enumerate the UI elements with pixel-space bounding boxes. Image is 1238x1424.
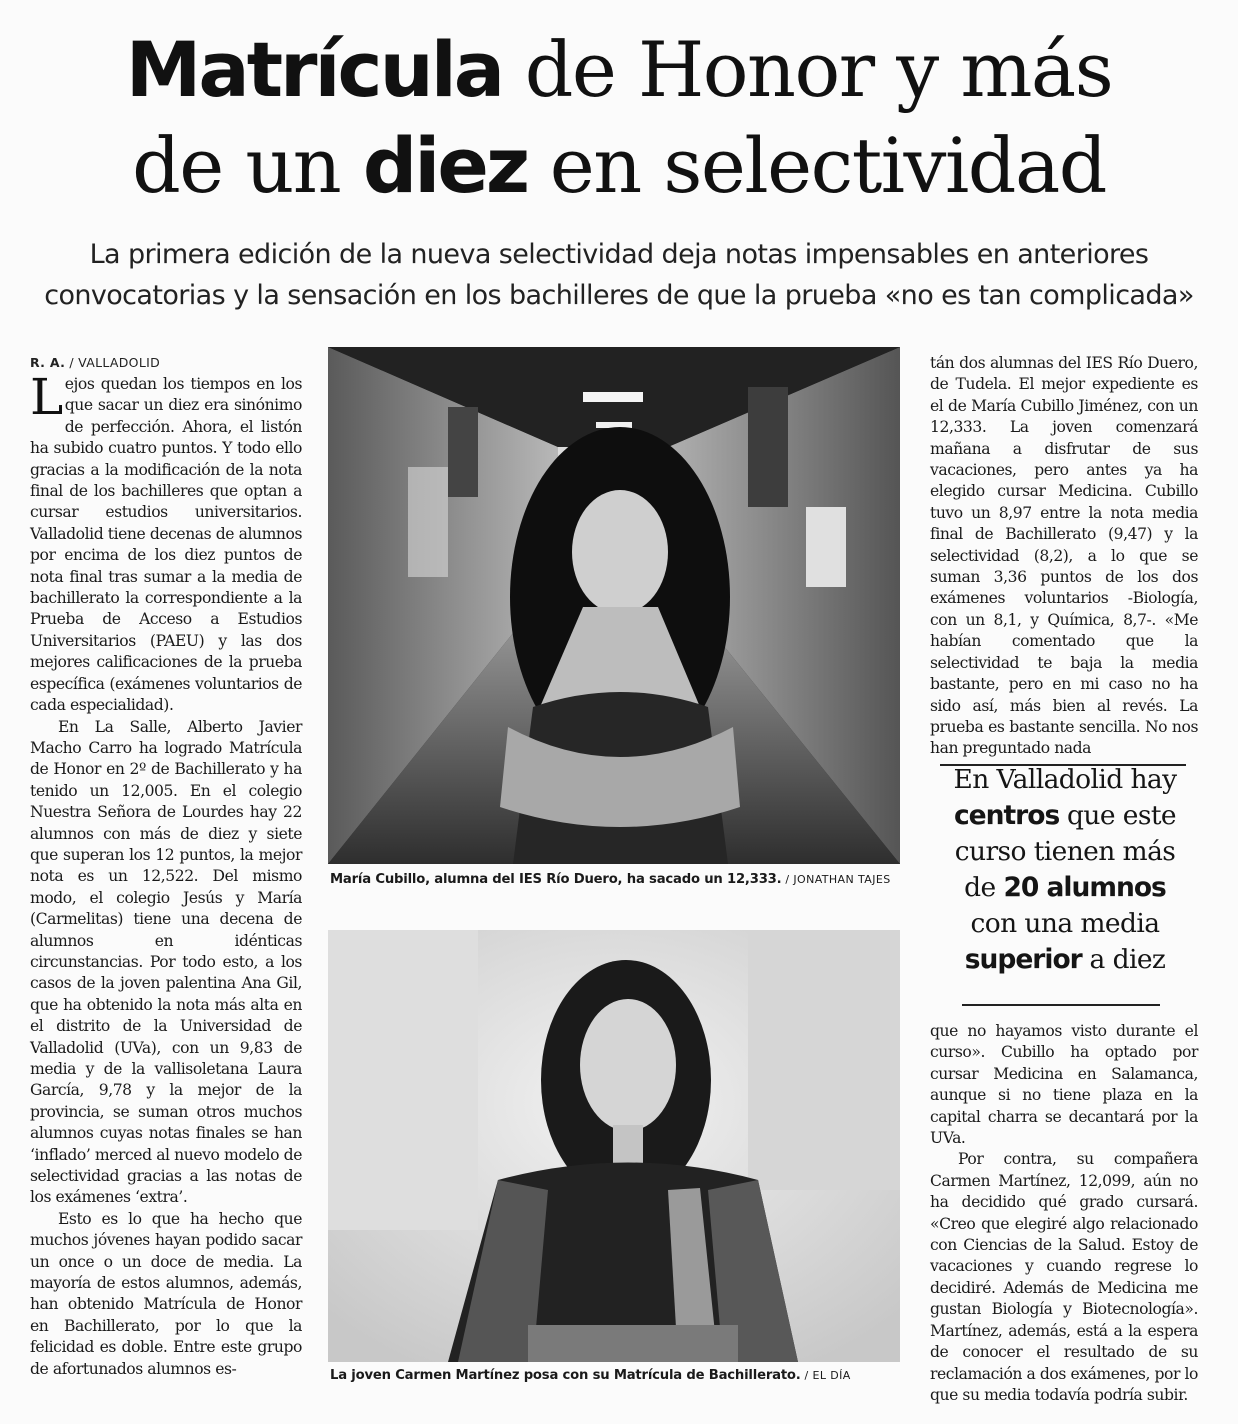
paragraph	[30, 368, 302, 717]
pullquote-text: que este	[1059, 800, 1177, 831]
caption-text: La joven Carmen Martínez posa con su Matrícula de Bachillerato.	[330, 1368, 801, 1383]
headline-end-2: en selectividad	[527, 121, 1106, 210]
caption-text: María Cubillo, alumna del IES Río Duero, ha sacado un 12,333.	[330, 872, 782, 887]
pullquote-line: con una media	[970, 908, 1160, 939]
paragraph: tán dos alumnas del IES Río Duero, de Tudela. El mejor expediente es el de María Cubillo Jiménez, con un 12,333. La joven comenzará mañana a disfrutar de sus vacaciones, pero antes ya ha elegido cursar Medicina. Cubillo tuvo un 8,97 entre la nota media final de Bachillerato (9,47) y la selectividad (8,2), a lo que se suman 3,36 puntos de los dos exámenes voluntarios -Biología, con un 8,1, y Química, 8,7-. «Me habían comentado que la selectividad te baja la media bastante, pero en mi caso no ha sido así, más bien al revés. La prueba es bastante sencilla. No nos han preguntado nada	[930, 354, 1198, 758]
pullquote-line	[934, 798, 1196, 834]
photo-credit: / JONATHAN TAJES	[781, 873, 891, 886]
headline-start-2: de un	[132, 121, 363, 210]
headline	[0, 22, 1238, 214]
article-column-left	[30, 354, 302, 1380]
headline-bold-2: diez	[362, 121, 528, 210]
paragraph: que no hayamos visto durante el curso». Cubillo ha optado por cursar Medicina en Salamanca, aunque si no tiene plaza en la capital charra se decantará por la UVa.	[930, 1022, 1198, 1148]
pullquote-text: de	[964, 872, 1004, 903]
photo-credit: / EL DÍA	[800, 1369, 851, 1382]
byline	[30, 354, 302, 372]
byline-location: / VALLADOLID	[65, 355, 160, 370]
headline-line-1	[126, 25, 1112, 114]
portrait-photo-graphic	[328, 930, 900, 1362]
pullquote	[934, 762, 1196, 978]
corridor-photo-graphic	[328, 347, 900, 864]
photo-maria-cubillo	[328, 347, 900, 864]
pullquote-bold: superior	[964, 944, 1082, 975]
pullquote-line	[934, 870, 1196, 906]
photo-carmen-martinez	[328, 930, 900, 1362]
photo-caption	[330, 1368, 910, 1383]
byline-author: R. A.	[30, 355, 66, 370]
headline-line-2	[132, 121, 1106, 210]
pullquote-line: curso tienen más	[954, 836, 1176, 867]
paragraph: Por contra, su compañera Carmen Martínez, 12,099, aún no ha decidido qué grado cursará. «Creo que elegiré algo relacionado con Ciencias de la Salud. Estoy de vacaciones y cuando regrese lo decidiré. Además de Medicina me gustan Biología y Biotecnología». Martínez, además, está a la espera de conocer el resultado de su reclamación a dos exámenes, por lo que su media todavía podría subir.	[930, 1150, 1198, 1404]
article-column-right-top	[930, 353, 1198, 760]
photo-caption	[330, 872, 910, 887]
pullquote-text: a diez	[1081, 944, 1166, 975]
pullquote-rule-bottom	[962, 1004, 1160, 1006]
article-column-right-bottom	[930, 1021, 1198, 1406]
drop-cap: L	[30, 368, 63, 426]
paragraph: En La Salle, Alberto Javier Macho Carro ha logrado Matrícula de Honor en 2º de Bachillerato y ha tenido un 12,005. En el colegio Nuestra Señora de Lourdes hay 22 alumnos con más de diez y siete que superan los 12 puntos, la mejor nota es un 12,522. Del mismo modo, el colegio Jesús y María (Carmelitas) tiene una decena de alumnos en idénticas circunstancias. Por todo esto, a los casos de la joven palentina Ana Gil, que ha obtenido la nota más alta en el distrito de la Universidad de Valladolid (UVa), con un 9,83 de media y de la vallisoletana Laura García, 9,78 y la mejor de la provincia, se suman otros muchos alumnos cuyas notas finales se han ‘inflado’ merced al nuevo modelo de selectividad gracias a las notas de los exámenes ‘extra’.	[30, 717, 302, 1207]
pullquote-line: En Valladolid hay	[953, 764, 1177, 795]
headline-rest-1: de Honor y más	[502, 25, 1113, 114]
subheadline: La primera edición de la nueva selectividad deja notas impensables en anteriores convocatorias y la sensación en los bachilleres de que la prueba «no es tan complicada»	[44, 239, 1194, 311]
paragraph-text: ejos quedan los tiempos en los que sacar un diez era sinónimo de perfección. Ahora, el listón ha subido cuatro puntos. Y todo ello gracias a la modificación de la nota final de los bachilleres que optan a cursar estudios universitarios. Valladolid tiene decenas de alumnos por encima de los diez puntos de nota final tras sumar a la media de bachillerato la correspondiente a la Prueba de Acceso a Estudios Universitarios (PAEU) y las dos mejores calificaciones de la prueba específica (exámenes voluntarios de cada especialidad).	[30, 375, 302, 715]
pullquote-line	[934, 942, 1196, 978]
paragraph: Esto es lo que ha hecho que muchos jóvenes hayan podido sacar un once o un doce de media. La mayoría de estos alumnos, además, han obtenido Matrícula de Honor en Bachillerato, por lo que la felicidad es doble. Entre este grupo de afortunados alumnos es-	[30, 1209, 302, 1378]
pullquote-bold: 20 alumnos	[1003, 872, 1166, 903]
pullquote-bold: centros	[953, 800, 1060, 831]
headline-bold-1: Matrícula	[125, 25, 503, 114]
